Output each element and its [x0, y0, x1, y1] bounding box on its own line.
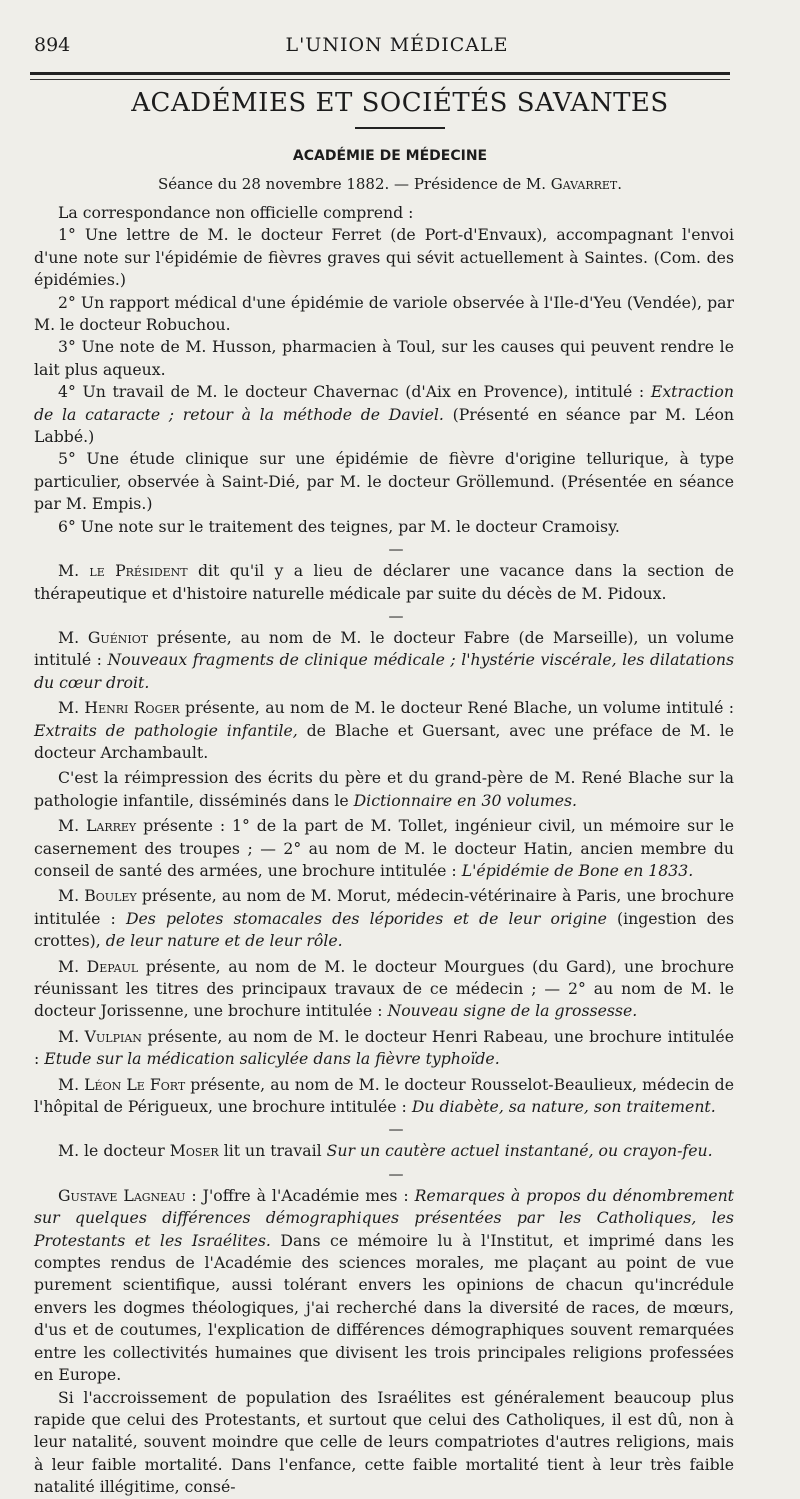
article-body [34, 202, 734, 1499]
paragraph [34, 1026, 734, 1071]
text: présente, au nom de M. le docteur Henri Rabeau, une brochure intitulée : [34, 1026, 734, 1069]
president-name: Gavarret. [550, 175, 623, 193]
separator-dash: — [388, 540, 404, 559]
work-title: Nouveaux fragments de clinique médicale ; l'hystérie viscérale, les dilatations du cœur droit. [34, 650, 734, 692]
speaker-name: M. Larrey [58, 816, 137, 836]
text: (Présenté en séance par M. Léon Labbé.) [34, 404, 734, 447]
text: 4° Un travail de M. le docteur Chavernac (d'Aix en Provence), intitulé : [58, 382, 651, 402]
paragraph [34, 697, 734, 764]
work-title: Dictionnaire en 30 volumes. [353, 790, 578, 810]
paragraph: Si l'accroissement de population des Israélites est généralement beaucoup plus rapide que celui des Protestants, et surtout que celui des Catholiques, il est dû, non à leur natalité, souvent moindre que celle de leurs compatriotes d'autres religions, mais à leur faible mortalité. Dans l'enfance, cette faible mortalité tient à leur très faible natalité illégitime, consé- [34, 1387, 734, 1497]
paragraph: 2° Un rapport médical d'une épidémie de variole observée à l'Ile-d'Yeu (Vendée), par M. le docteur Robuchou. [34, 292, 734, 335]
paragraph: 3° Une note de M. Husson, pharmacien à Toul, sur les causes qui peuvent rendre le lait plus aqueux. [34, 337, 734, 379]
speaker-name: M. Henri Roger [58, 698, 180, 718]
speaker-name: M. Léon Le Fort [58, 1074, 186, 1094]
section-title: ACADÉMIES ET SOCIÉTÉS SAVANTES [131, 88, 669, 118]
speaker-name: M. Depaul [58, 956, 139, 976]
academy-heading: ACADÉMIE DE MÉDECINE [292, 148, 488, 164]
text: présente, au nom de M. le docteur Mourgues (du Gard), une brochure réunissant les titres des principaux travaux de ce médecin ; — 2° au nom de M. le docteur Jorissenne, une brochure intitulée : [34, 956, 734, 1021]
work-title: Sur un cautère actuel instantané, ou crayon-feu. [326, 1141, 713, 1161]
session-line [0, 175, 780, 193]
paragraph [34, 815, 734, 882]
text: présente, au nom de M. le docteur Rousselot-Beaulieux, médecin de l'hôpital de Périgueux, une brochure intitulée : [34, 1074, 734, 1117]
work-title: Extraits de pathologie infantile, [34, 720, 298, 740]
paragraph [34, 956, 734, 1023]
text: lit un travail [218, 1141, 327, 1161]
text: Dans ce mémoire lu à l'Institut, et imprimé dans les comptes rendus de l'Académie des sciences morales, me plaçant au point de vue purement scientifique, aussi tolérant envers les opinions de chacun qu'incrédule envers les dogmes théologiques, j'ai recherché dans la diversité de races, de mœurs, d'us et de coutumes, l'explication de différences démographiques souvent remarquées entre les collectivités humaines que divisent les trois principales religions professées en Europe. [34, 1230, 735, 1385]
header-rule-thin [30, 79, 730, 80]
paragraph [34, 381, 734, 448]
separator-dash: — [388, 1164, 404, 1183]
paragraph [34, 767, 734, 812]
paragraph [34, 560, 734, 605]
text: : J'offre à l'Académie mes : [185, 1185, 415, 1205]
text: présente : 1° de la part de M. Tollet, ingénieur civil, un mémoire sur le casernement des troupes ; — 2° au nom de M. le docteur Hatin, ancien membre du conseil de santé des armées, une brochure intitulée : [34, 816, 734, 880]
paragraph: 5° Une étude clinique sur une épidémie de fièvre d'origine tellurique, à type particulier, observée à Saint-Dié, par M. le docteur Gröllemund. (Présentée en séance par M. Empis.) [34, 449, 734, 514]
text: de Blache et Guersant, avec une préface de M. le docteur Archambault. [34, 720, 734, 762]
paragraph [34, 1140, 734, 1162]
separator-dash: — [388, 1120, 404, 1139]
session-prefix: Séance du 28 novembre 1882. — Présidence de M. [157, 175, 547, 193]
work-title: L'épidémie de Bone en 1833. [461, 860, 694, 880]
header-rule [30, 72, 730, 75]
paragraph [34, 885, 734, 952]
work-title: Nouveau signe de la grossesse. [387, 1001, 638, 1021]
speaker-name: Gustave Lagneau [58, 1185, 186, 1205]
text: présente, au nom de M. le docteur Fabre (de Marseille), un volume intitulé : [34, 627, 734, 670]
speaker-name: M. Guéniot [58, 627, 149, 647]
page-number: 894 [34, 34, 71, 56]
paragraph: 6° Une note sur le traitement des teignes, par M. le docteur Cramoisy. [58, 516, 620, 536]
speaker-name: M. le Président [58, 561, 188, 581]
text: présente, au nom de M. Morut, médecin-vétérinaire à Paris, une brochure intitulée : [34, 886, 734, 928]
journal-title: L'UNION MÉDICALE [285, 34, 509, 56]
running-header [34, 34, 760, 64]
speaker-name: M. Bouley [58, 886, 137, 906]
text: dit qu'il y a lieu de déclarer une vacance dans la section de thérapeutique et d'histoire naturelle médicale par suite du décès de M. Pidoux. [34, 561, 734, 603]
paragraph [34, 1074, 734, 1119]
speaker-name: M. Vulpian [58, 1026, 142, 1046]
work-title: Remarques à propos du dénombrement sur quelques différences démographiques présentées par les Catholiques, les Protestants et les Israélites. [34, 1185, 734, 1250]
text: (ingestion des crottes), [34, 908, 734, 951]
work-title: Extraction de la cataracte ; retour à la méthode de Daviel. [34, 382, 734, 424]
paragraph: 1° Une lettre de M. le docteur Ferret (de Port-d'Envaux), accompagnant l'envoi d'une note sur l'épidémie de fièvres graves qui sévit actuellement à Saintes. (Com. des épidémies.) [34, 225, 734, 290]
paragraph: La correspondance non officielle comprend : [58, 203, 414, 222]
work-title: Des pelotes stomacales des léporides et de leur origine [125, 908, 607, 928]
text: M. le docteur [58, 1141, 170, 1161]
text: présente, au nom de M. le docteur René Blache, un volume intitulé : [179, 698, 734, 718]
paragraph [34, 627, 734, 694]
text: C'est la réimpression des écrits du père et du grand-père de M. René Blache sur la pathologie infantile, disséminés dans le [34, 768, 734, 810]
title-underline [355, 127, 445, 129]
work-title: Etude sur la médication salicylée dans la fièvre typhoïde. [44, 1049, 500, 1069]
separator-dash: — [388, 606, 404, 625]
speaker-name: Moser [169, 1141, 219, 1161]
work-title: Du diabète, sa nature, son traitement. [411, 1097, 716, 1117]
paragraph [34, 1185, 734, 1387]
work-title: de leur nature et de leur rôle. [105, 931, 343, 951]
